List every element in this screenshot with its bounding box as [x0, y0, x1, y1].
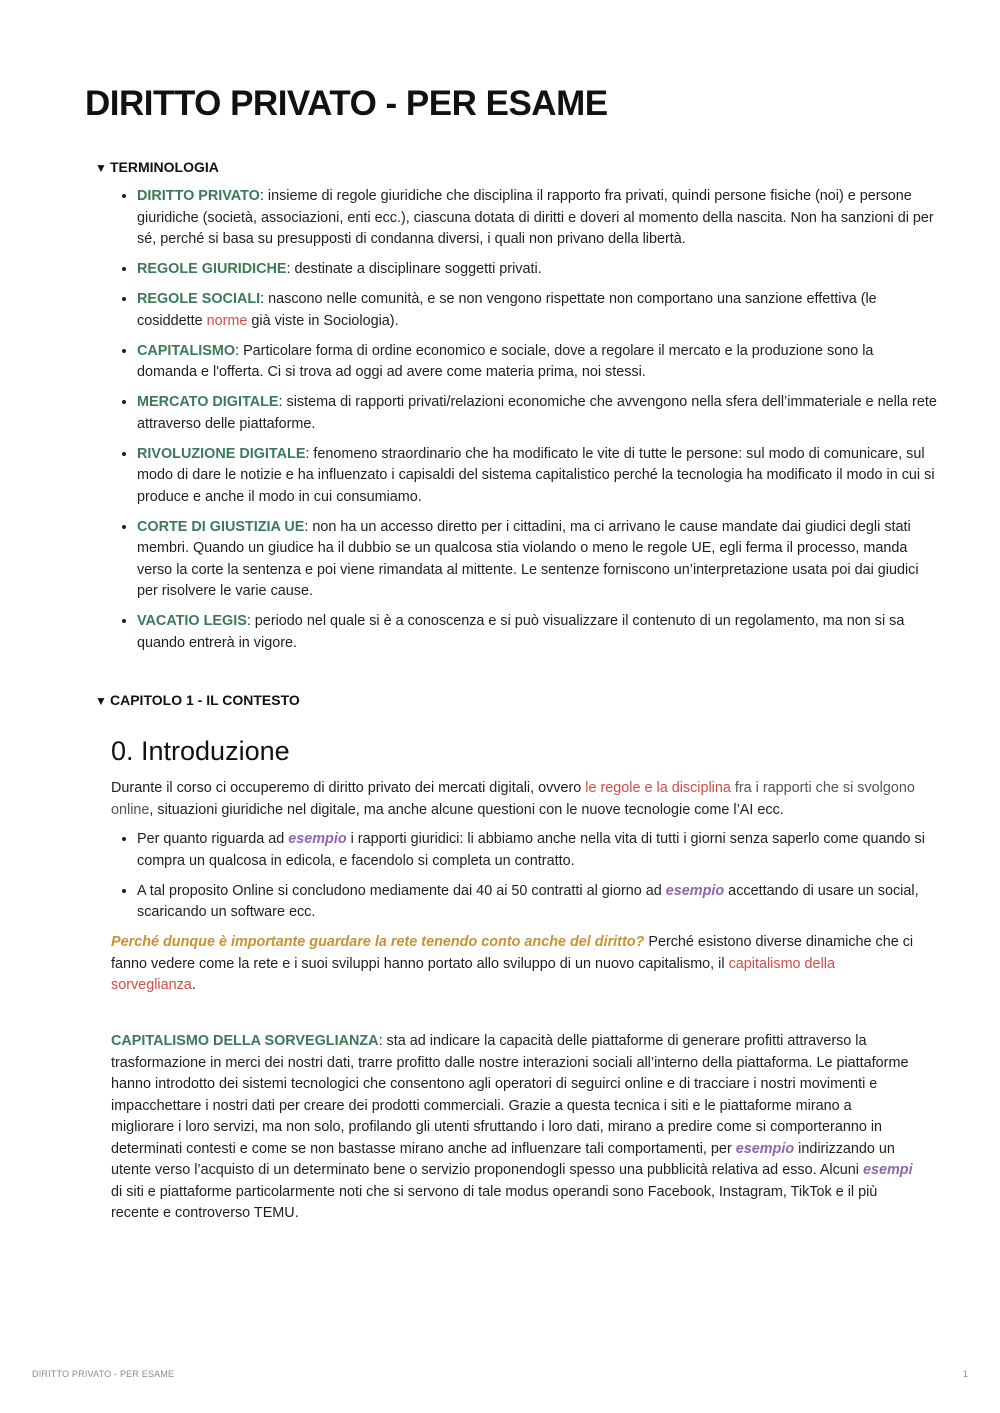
highlighted-text: norme	[206, 312, 248, 329]
list-item	[137, 517, 937, 603]
intro-bullet-list	[112, 829, 937, 932]
list-item	[137, 881, 937, 924]
term-name: VACATIO LEGIS	[137, 613, 247, 629]
text-run: , situazioni giuridiche nel digitale, ma anche alcune questioni con le nuove tecnologie come l’AI ecc.	[149, 801, 784, 818]
list-item	[137, 341, 937, 384]
text-run: di siti e piattaforme particolarmente noti che si servono di tale modus operandi sono Facebook, Instagram, TikTok e il più recente e controverso TEMU.	[111, 1183, 878, 1221]
term-definition: : sistema di rapporti privati/relazioni economiche che avvengono nella sfera dell’immateriale e nella rete attraverso delle piattaforme.	[137, 394, 937, 432]
term-name: REGOLE SOCIALI	[137, 291, 261, 307]
term-definition: : destinate a disciplinare soggetti privati.	[286, 261, 542, 277]
terminology-list	[112, 186, 937, 663]
term-name: DIRITTO PRIVATO	[137, 188, 260, 204]
example-emphasis: esempi	[862, 1162, 913, 1178]
page-title: DIRITTO PRIVATO - PER ESAME	[85, 84, 608, 123]
list-item	[137, 259, 937, 281]
example-emphasis: esempio	[735, 1140, 795, 1157]
text-run: Per quanto riguarda ad	[137, 831, 289, 847]
text-run: .	[191, 977, 196, 993]
question-text: Perché dunque è importante guardare la rete tenendo conto anche del diritto?	[111, 934, 645, 950]
surveillance-paragraph	[111, 1031, 916, 1225]
text-run: i rapporti giuridici: li abbiamo anche nella vita di tutti i giorni senza saperlo come quando si compra un qualcosa in edicola, e facendolo si completa un contratto.	[137, 831, 925, 869]
text-run: : sta ad indicare la capacità delle piattaforme di generare profitti attraverso la trasformazione in merci dei nostri dati, trarre profitto dalle nostre interazioni sociali all’interno della piattaforma. Le piattaforme hanno introdotto dei sistemi tecnologici che consentono agli operatori di seguirci online e di tracciare i nostri movimenti e impacchettare i nostri dati per creare dei prodotti commerciali. Grazie a questa tecnica i siti e le piattaforme mirano a migliorare i loro servizi, ma non solo, profilando gli utenti sfruttando i loro dati, mirano a predire come si comporteranno in determinati contesti e come se non bastasse mirano anche ad influenzare tali comportamenti, per	[111, 1033, 909, 1157]
toggle-label: TERMINOLOGIA	[110, 159, 219, 175]
term-definition-end: già viste in Sociologia).	[247, 312, 399, 329]
toggle-capitolo-1[interactable]	[95, 692, 300, 708]
text-run: indirizzando un utente verso l’acquisto di un determinato bene o servizio proponendogli spesso una pubblicità relativa ad esso. Alcuni	[111, 1140, 895, 1178]
intro-paragraph	[111, 778, 916, 821]
text-run: Perché esistono diverse dinamiche che ci fanno vedere come la rete e i suoi sviluppi hanno portato allo sviluppo di un nuovo capitalismo, il	[111, 934, 914, 972]
term-definition: : non ha un accesso diretto per i cittadini, ma ci arrivano le cause mandate dai giudici degli stati membri. Quando un giudice ha il dubbio se un qualcosa stia violando o meno le regole UE, egli ferma il processo, manda verso la corte la sentenza e poi viene rimandata al mittente. Le sentenze forniscono un’interpretazione usata poi dai giudici per risolvere le varie cause.	[137, 518, 919, 599]
list-item	[137, 289, 937, 332]
toggle-triangle-icon[interactable]: ▼	[95, 694, 107, 708]
term-name: CAPITALISMO	[137, 342, 236, 359]
text-run: accettando di usare un social, scaricando un software ecc.	[137, 882, 919, 920]
question-paragraph	[111, 932, 916, 997]
term-definition: : fenomeno straordinario che ha modificato le vite di tutte le persone: sul modo di comunicare, sul modo di dare le notizie e ha influenzato i capisaldi del sistema capitalistico perché la tecnologia ha modificato il modo in cui si produce e anche il modo in cui consumiamo.	[137, 445, 935, 505]
list-item	[137, 829, 937, 872]
text-run: A tal proposito Online si concludono mediamente dai 40 ai 50 contratti al giorno ad	[137, 882, 666, 899]
list-item	[137, 444, 937, 509]
list-item	[137, 186, 937, 251]
highlighted-text: le regole e la disciplina	[585, 780, 731, 796]
term-name: RIVOLUZIONE DIGITALE	[137, 445, 306, 462]
term-name: MERCATO DIGITALE	[137, 394, 279, 410]
toggle-label: CAPITOLO 1 - IL CONTESTO	[110, 692, 300, 708]
list-item	[137, 392, 937, 435]
term-definition: : periodo nel quale si è a conoscenza e si può visualizzare il contenuto di un regolamento, ma non si sa quando entrerà in vigore.	[137, 613, 905, 651]
term-definition: : Particolare forma di ordine economico e sociale, dove a regolare il mercato e la produzione sono la domanda e l'offerta. Ci si trova ad oggi ad avere come materia prima, noi stessi.	[137, 342, 874, 380]
toggle-terminologia[interactable]	[95, 159, 219, 175]
term-name: REGOLE GIURIDICHE	[137, 261, 287, 277]
term-definition: : insieme di regole giuridiche che disciplina il rapporto fra privati, quindi persone fisiche (noi) e persone giuridiche (società, associazioni, enti ecc.), ciascuna dotata di diritti e doveri al momento della nascita. Non ha sanzioni di per sé, perché si basa su presupposti di condanna diversi, i quali non privano della libertà.	[137, 188, 934, 247]
footer-title: DIRITTO PRIVATO - PER ESAME	[32, 1369, 175, 1379]
section-heading: 0. Introduzione	[111, 736, 290, 766]
term-definition: : nascono nelle comunità, e se non vengono rispettate non comportano una sanzione effettiva (le cosiddette	[137, 291, 877, 329]
text-run: Durante il corso ci occuperemo di diritto privato dei mercati digitali, ovvero	[111, 780, 586, 796]
term-name: CAPITALISMO DELLA SORVEGLIANZA	[111, 1033, 379, 1049]
list-item	[137, 611, 937, 654]
example-emphasis: esempio	[665, 882, 725, 899]
term-name: CORTE DI GIUSTIZIA UE	[137, 518, 305, 535]
gray-text: fra i rapporti che si svolgono online	[111, 780, 915, 818]
page-number: 1	[962, 1369, 968, 1379]
example-emphasis: esempio	[288, 831, 347, 847]
toggle-triangle-icon[interactable]: ▼	[95, 161, 107, 175]
highlighted-text: capitalismo della sorveglianza	[111, 955, 835, 993]
